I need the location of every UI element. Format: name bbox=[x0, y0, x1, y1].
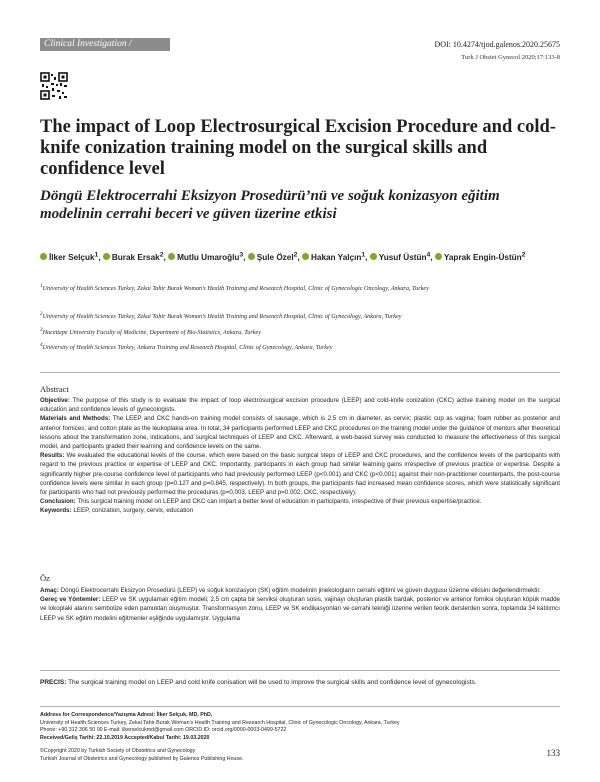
journal-citation: Turk J Obstet Gynecol 2020;17:133-8 bbox=[461, 54, 560, 61]
abstract-heading: Abstract bbox=[40, 384, 69, 394]
copyright: ©Copyright 2020 by Turkish Society of Obstetrics and Gynecology Turkish Journal of Obstetrics and Gynecology published by Galenos Publishing House. bbox=[40, 748, 244, 762]
orcid-icon[interactable] bbox=[248, 253, 255, 260]
author: İlker Selçuk$^1$, bbox=[40, 253, 103, 262]
oz-heading: Öz bbox=[40, 573, 50, 583]
author: Şule Özel$^2$, bbox=[248, 253, 302, 262]
correspondence: Address for Correspondence/Yazışma Adresi: İlker Selçuk, MD, PhD, University of Health Sciences Turkey, Zekai Tahir Burak Woman’s Health Training and Research Hospital, Clinic of Gynecologic Oncology, Ankara, Turkey Phone: +90 312 306 50 00 E-mail: ilkerselcukmd@gmail.com ORCID ID: orcid.org/0000-0003-0499-5722 Received/Geliş Tarihi: 22.10.2019 Accepted/Kabul Tarihi: 19.03.2020 bbox=[40, 712, 400, 741]
page-number: 133 bbox=[546, 748, 560, 758]
section-label: Clinical Investigation / Araştırma bbox=[40, 38, 170, 51]
affiliation: $^1$University of Health Sciences Turkey, Zekai Tahir Burak Woman’s Health Training and Research Hospital, Clinic of Gynecologic Oncology, Ankara, Turkey bbox=[40, 283, 429, 293]
precis: PRECIS: The surgical training model on LEEP and cold knife conisation will be used to improve the surgical skills and confidence level of gynecologists. bbox=[40, 679, 477, 686]
author: Yaprak Engin-Üstün$^2$ bbox=[435, 253, 526, 262]
affiliation: $^4$University of Health Sciences Turkey, Ankara Training and Research Hospital, Clinic of Gynecology, Ankara, Turkey bbox=[40, 342, 333, 352]
article-title: The impact of Loop Electrosurgical Excision Procedure and cold-knife conization training model on the surgical skills and confidence level bbox=[40, 117, 556, 179]
author: Yusuf Üstün$^4$, bbox=[370, 253, 435, 262]
orcid-icon[interactable] bbox=[302, 253, 309, 260]
orcid-icon[interactable] bbox=[435, 253, 442, 260]
affiliation: $^2$University of Health Sciences Turkey, Zekai Tahir Burak Woman’s Health Training and Research Hospital, Clinic of Gynecology, Ankara, Turkey bbox=[40, 311, 402, 321]
orcid-icon[interactable] bbox=[168, 253, 175, 260]
affiliation: $^3$Hacettepe University Faculty of Medicine, Department of Bio-Statistics, Ankara, Turkey bbox=[40, 327, 262, 337]
qr-code-icon bbox=[40, 72, 68, 100]
doi-link[interactable]: DOI: 10.4274/tjod.galenos.2020.25675 bbox=[434, 40, 560, 49]
author-list bbox=[40, 249, 560, 264]
divider bbox=[40, 706, 560, 707]
orcid-icon[interactable] bbox=[370, 253, 377, 260]
article-title-turkish: Döngü Elektrocerrahi Eksizyon Prosedürü’nü ve soğuk konizasyon eğitim modelinin cerrahi beceri ve güven üzerine etkisi bbox=[40, 188, 500, 222]
orcid-icon[interactable] bbox=[40, 253, 47, 260]
abstract-body: Objective: The purpose of this study is to evaluate the impact of loop electrosurgical excision procedure (LEEP) and cold-knife conization (CKC) active training model on the surgical education and confidence levels of gynecologists. Materials and Methods: The LEEP and CKC hands-on training model consists of sausage, which is 2.5 cm in diameter, as cervix; plastic cup as vagina; foam rubber as posterior and anterior fornices; and cotton plate as the leukoplakia area. In total, 34 participants performed LEEP and CKC procedures on the training model under the guidance of mentors after theoretical lessons about the transformation zone, indications, and surgical techniques of LEEP and CKC. Afterward, a web-based survey was conducted to measure the effectiveness of this surgical model, and participants graded their learning and confidence levels on the same. Results: We evaluated the educational levels of the course, which were based on the basic surgical steps of LEEP and CKC procedures, and the confidence levels of the participants with regard to the previous practice or expertise of LEEP and CKC. Importantly, participants in each group had similar learning gains irrespective of previous practice or expertise. Despite a significantly higher pre-course confidence level of participants who had previously performed LEEP (p<0.001) and CKC (p<0.001) against their non-practitioner counterparts, the post-course confidence levels were similar in each group (p=0.127 and p=0.845, respectively). In both groups, the participants had increased mean confidence scores, which were statistically significant for participants who had not previously performed the procedures (p=0.003, LEEP and p=0.002, CKC, respectively). Conclusion: This surgical training model on LEEP and CKC can impart a better level of education in participants, irrespective of their previous expertise/practice. Keywords: LEEP, conization, surgery, cervix, education bbox=[40, 397, 561, 515]
divider bbox=[40, 670, 560, 671]
oz-body: Amaç: Döngü Elektrocerrahi Eksizyon Prosedürü (LEEP) ve soğuk konizasyon (SK) eğitim modelinin jinekologların cerrahi eğitimi ve güven duygusu üzerine etkisini değerlendirmektir. Gereç ve Yöntemler: LEEP ve SK uygulamalı eğitim modeli; 2,5 cm çapta bir serviksi oluşturan sosis, vajinayı oluşturan plastik bardak, posterior ve anterior forniksi oluşturan köpük madde ve lokoplaki alanını sembolize eden pamuktan oluşmuştur. Transformasyon zonu, LEEP ve SK endikasyonları ve cerrahi tekniği üzerine verilen teorik derslerden sonra, toplamda 34 katılımcı LEEP ve SK eğitim modelini eğitmenler eşliğinde uygulamıştır. Uygulama bbox=[40, 587, 560, 622]
orcid-icon[interactable] bbox=[103, 253, 110, 260]
author: Burak Ersak$^2$, bbox=[103, 253, 168, 262]
author: Mutlu Umaroğlu$^3$, bbox=[168, 253, 248, 262]
author: Hakan Yalçın$^1$, bbox=[302, 253, 370, 262]
divider bbox=[40, 372, 560, 373]
